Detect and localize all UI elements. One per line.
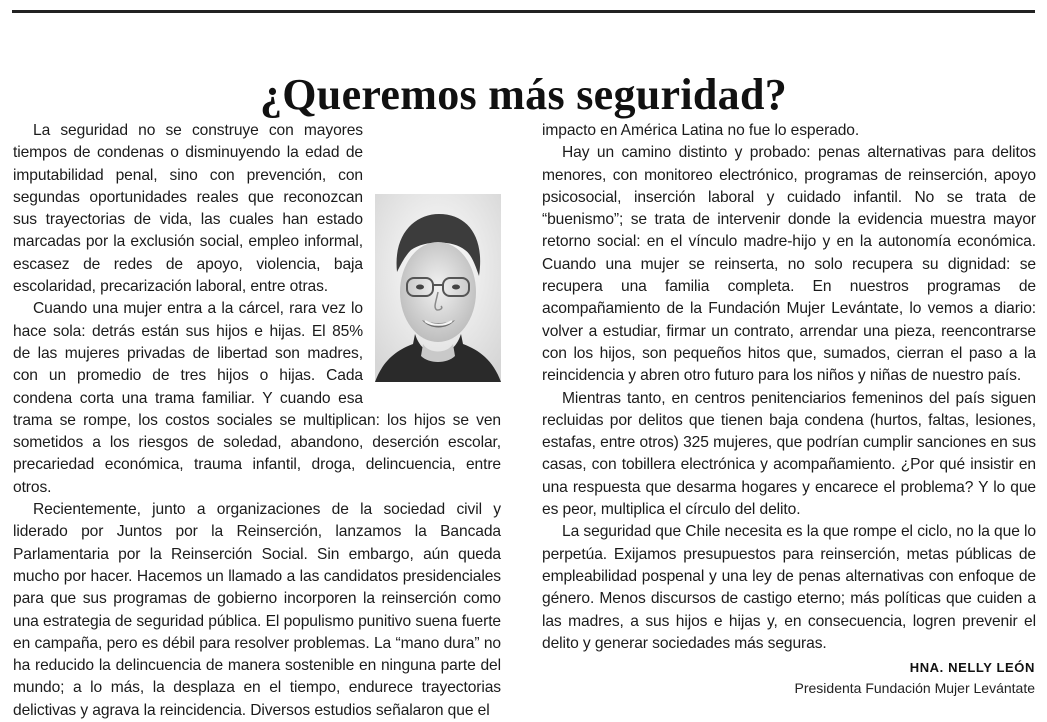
paragraph-3: Recientemente, junto a organizaciones de la sociedad civil y liderado por Juntos por la Reinserción, lanzamos la Bancada Parlamentaria por la Reinserción Social. Sin embargo, aún queda mucho por hacer. Hacemos un llamado a las candidatos presidenciales para que sus programas de gobierno incorporen la reinserción como una estrategia de seguridad pública. El populismo punitivo suena fuerte en campaña, pero es débil para resolver problemas. La “mano dura” no ha reducido la delincuencia de manera sostenible en ninguna parte del mundo; a lo más, la desplaza en el tiempo, endurece trayectorias delictivas y agrava la reincidencia. Diversos estudios señalaron que el [13, 501, 501, 719]
top-rule [12, 10, 1035, 13]
paragraph-1: La seguridad no se construye con mayores tiempos de condenas o disminuyendo la edad de imputabilidad penal, sino con prevención, con segundas oportunidades reales que reconozcan sus trayectorias de vida, las cuales han estado marcadas por la exclusión social, empleo informal, escasez de redes de apoyo, violencia, baja escolaridad, precarización laboral, entre otras. [13, 122, 363, 296]
paragraph-2: Cuando una mujer entra a la cárcel, rara vez lo hace sola: detrás están sus hijos e hijas. El 85% de las mujeres privadas de libertad son madres, con un promedio de tres hijos o hijas. Cada condena corta una trama familiar. Y cuando esa trama se rompe, los costos sociales se multiplican: los hijos se ven sometidos a los riesgos de soledad, abandono, deserción escolar, precariedad económica, trauma infantil, droga, delincuencia, entre otros. [13, 300, 501, 496]
left-column [13, 120, 501, 719]
paragraph-6: La seguridad que Chile necesita es la que rompe el ciclo, no la que lo perpetúa. Exijamos presupuestos para reinserción, metas públicas de empleabilidad pospenal y una ley de penas alternativas con enfoque de género. Menos discursos de castigo eterno; más políticas que cuiden a las madres, a sus hijos e hijas y, en consecuencia, logren prevenir el delito y generar sociedades más seguras. [542, 523, 1036, 652]
right-column [542, 120, 1036, 660]
author-portrait-icon [375, 194, 501, 382]
author-role: Presidenta Fundación Mujer Levántate [794, 680, 1035, 696]
author-photo [375, 194, 501, 382]
author-name: HNA. NELLY LEÓN [909, 660, 1035, 675]
paragraph-5: Mientras tanto, en centros penitenciarios femeninos del país siguen recluidas por delitos que tienen baja condena (hurtos, faltas, lesiones, estafas, entre otros) 325 mujeres, que podrían cumplir sanciones en sus casas, con tobillera electrónica y acompañamiento. ¿Por qué insistir en una respuesta que desarma hogares y encarece el problema? Y lo que es peor, multiplica el círculo del delito. [542, 389, 1036, 519]
paragraph-4: Hay un camino distinto y probado: penas alternativas para delitos menores, con monitoreo electrónico, programas de reinserción, apoyo psicosocial, inserción laboral y cuidado infantil. No se trata de “buenismo”; se trata de intervenir donde la evidencia muestra mayor retorno social: en el vínculo madre-hijo y en la autonomía económica. Cuando una mujer se reinserta, no solo recupera su dignidad: se recupera una familia completa. En nuestros programas de acompañamiento de la Fundación Mujer Levántate, lo vemos a diario: volver a estudiar, firmar un contrato, arrendar una pieza, reencontrarse con los hijos, son pequeños hitos que, sumados, cierran el paso a la reincidencia y abren otro futuro para los niños y niñas de nuestro país. [542, 144, 1036, 385]
author-signature [795, 658, 1035, 698]
article-title: ¿Queremos más seguridad? [259, 70, 788, 120]
paragraph-3-continued: impacto en América Latina no fue lo esperado. [542, 122, 860, 139]
